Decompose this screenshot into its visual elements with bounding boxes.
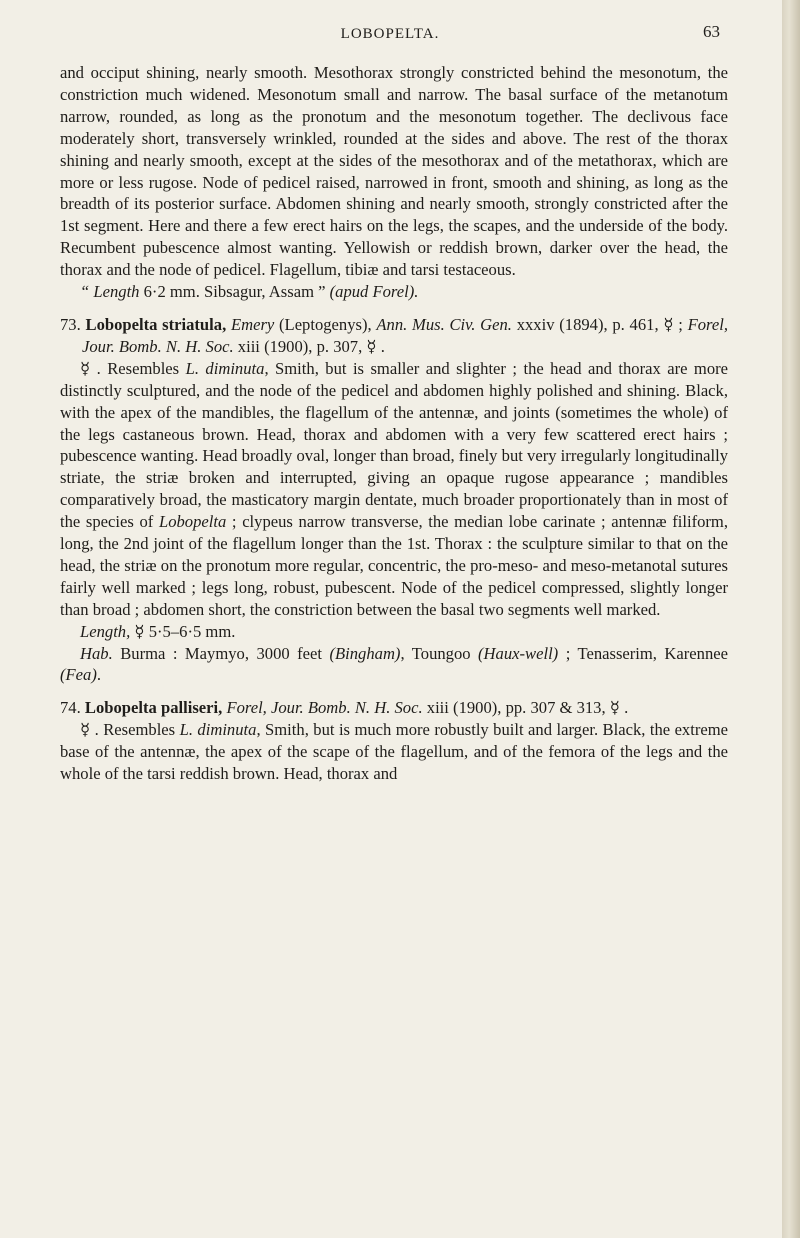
- genus-name: Lobopelta: [158, 512, 227, 532]
- length-value: 6·2 mm. Sibsagur, Assam ”: [139, 282, 330, 302]
- species-entry-74: [60, 697, 728, 719]
- journal-title: Forel, Jour. Bomb. N. H. Soc.: [226, 698, 423, 718]
- species-entry-73: [60, 314, 728, 358]
- species-authority: Emery: [230, 314, 275, 334]
- continuation-text: and occiput shining, nearly smooth. Mesothorax strongly constricted behind the mesonotum, the constriction much widened. Mesonotum small and narrow. The basal surface of the metanotum narrow, rounded, as long as the pronotum and the mesonotum together. The declivous face moderately short, transversely wrinkled, rounded at the sides and above. The rest of the thorax shining and nearly smooth, except at the sides of the mesothorax and of the metathorax, which are more or less rugose. Node of pedicel raised, narrowed in front, smooth and shining, as long as the breadth of its posterior surface. Abdomen shining and nearly smooth, strongly constricted after the 1st segment. Here and there a few erect hairs on the legs, the scapes, and the underside of the body. Recumbent pubescence almost wanting. Yellowish or reddish brown, darker over the head, the thorax and the node of pedicel. Flagellum, tibiæ and tarsi testaceous.: [60, 63, 728, 280]
- species-description: [60, 719, 728, 785]
- habitat-text: Burma : Maymyo, 3000 feet: [112, 643, 330, 663]
- length-value: ☿ 5·5–6·5 mm.: [130, 621, 236, 641]
- habitat-text: , Toungoo: [400, 643, 479, 663]
- journal-title: Ann. Mus. Civ. Gen.: [376, 314, 512, 334]
- running-title: LOBOPELTA.: [340, 26, 440, 42]
- species-reference: xxxiv (1894), p. 461, ☿ ;: [511, 314, 688, 334]
- page-number: 63: [703, 22, 720, 41]
- collector-name: (Haux-well): [478, 643, 559, 663]
- habitat-text: ; Tenasserim, Karennee: [558, 643, 728, 663]
- species-reference: (Leptogenys),: [274, 314, 377, 334]
- length-label: “ Length: [80, 282, 140, 302]
- description-text: , Smith, but is smaller and slighter ; the head and thorax are more distinctly sculptured, and the node of the pedicel and abdomen highly polished and shining. Black, with the apex of the mandibles, the flagellum of the antennæ, and joints (sometimes the whole) of the legs castaneous brown. Head, thorax and abdomen with a very few scattered erect hairs ; pubescence wanting. Head broadly oval, longer than broad, finely but very irregularly longitudinally striate, the striæ broken and interrupted, giving an opaque rugose appearance ; mandibles comparatively broad, the masticatory margin dentate, much broader proportionately than in most of the species of: [60, 358, 729, 532]
- description-prefix: ☿ . Resembles: [80, 358, 186, 378]
- collector-name: (Fea): [60, 665, 97, 685]
- description-text: ; clypeus narrow transverse, the median lobe carinate ; antennæ filiform, long, the 2nd joint of the flagellum longer than the 1st. Thorax : the sculpture similar to that on the head, the striæ on the pronotum more regular, concentric, the pro-meso- and meso-metanotal sutures fairly well marked ; legs long, robust, pubescent. Node of the pedicel compressed, slightly longer than broad ; abdomen short, the constriction between the basal two segments well marked.: [60, 512, 728, 619]
- continuation-paragraph: [60, 62, 728, 281]
- habitat-text: .: [96, 665, 102, 685]
- habitat-label: Hab.: [80, 643, 113, 663]
- journal-title: Forel, Jour. Bomb. N. H. Soc.: [82, 314, 728, 356]
- species-number: 73.: [60, 314, 81, 334]
- collector-name: (Bingham): [329, 643, 401, 663]
- species-reference: xiii (1900), p. 307, ☿ .: [233, 336, 385, 356]
- page-edge: [782, 0, 800, 1238]
- page-header: [60, 22, 720, 46]
- taxon-name: L. diminuta: [185, 358, 265, 378]
- description-prefix: ☿ . Resembles: [80, 720, 180, 740]
- species-habitat: [60, 643, 728, 687]
- taxon-name: L. diminuta: [179, 720, 257, 740]
- length-line: [60, 281, 728, 303]
- species-number: 74.: [60, 698, 81, 718]
- length-credit: (apud Forel).: [329, 282, 419, 302]
- body-text: [60, 62, 728, 785]
- species-name: Lobopelta striatula,: [85, 314, 227, 334]
- length-label: Length,: [80, 621, 131, 641]
- species-description: [60, 358, 728, 621]
- species-length: [60, 621, 728, 643]
- species-reference: xiii (1900), pp. 307 & 313, ☿ .: [422, 698, 629, 718]
- species-name: Lobopelta palliseri,: [84, 698, 223, 718]
- description-text: , Smith, but is much more robustly built and larger. Black, the extreme base of the antennæ, the apex of the scape of the flagellum, and of the femora of the legs and the whole of the tarsi reddish brown. Head, thorax and: [60, 720, 729, 784]
